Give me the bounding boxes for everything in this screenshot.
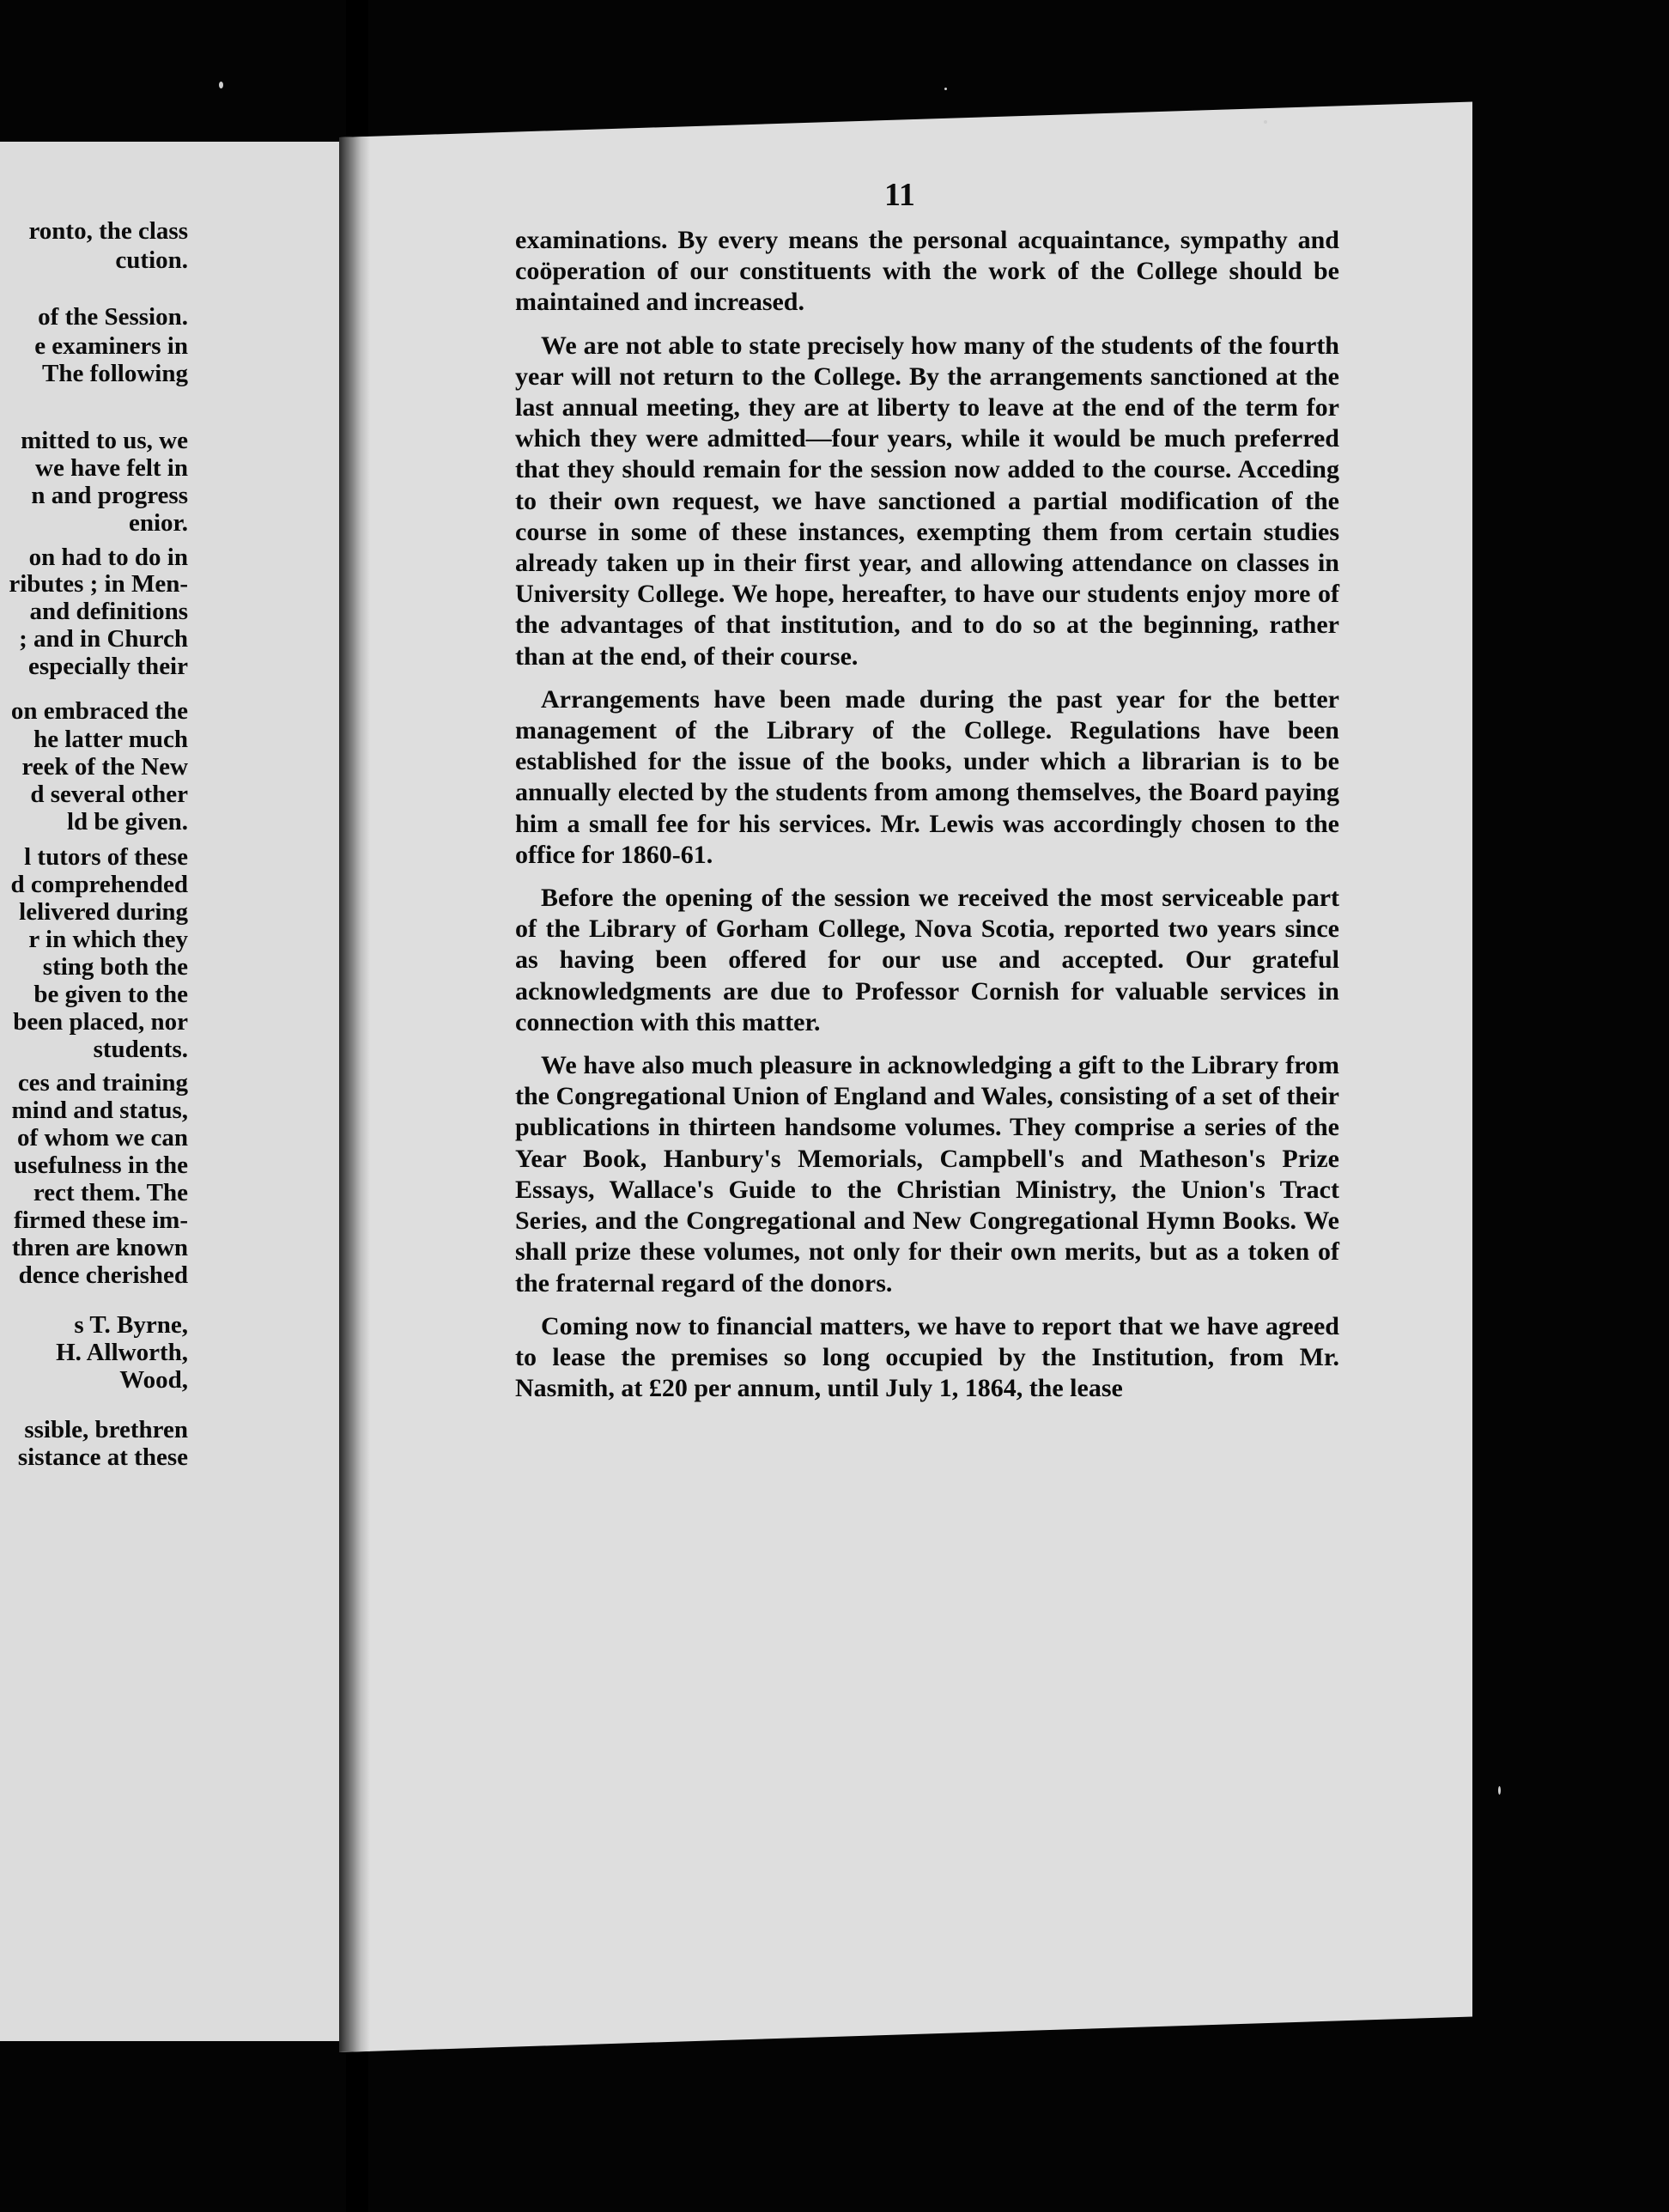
left-page-line: rect them. The: [33, 1179, 188, 1206]
left-page-line: n and progress: [31, 482, 188, 509]
left-page-line: e examiners in: [34, 332, 188, 360]
left-page-line: been placed, nor: [13, 1008, 188, 1036]
left-page-line: on embraced the: [10, 697, 188, 725]
left-page-line: he latter much: [33, 726, 188, 753]
left-page-line: The following: [42, 360, 188, 387]
paragraph: Coming now to financial matters, we have to report that we have agreed to lease the premises so long occupied by the Institution, from Mr. Nasmith, at £20 per annum, until July 1, 1864, the lease: [515, 1311, 1339, 1403]
left-page-line: d several other: [30, 781, 188, 808]
left-page-line: sting both the: [42, 953, 188, 981]
left-page-line: and definitions: [29, 598, 188, 625]
left-page-line: thren are known: [11, 1234, 188, 1261]
left-page-line: of the Session.: [38, 303, 188, 331]
left-page-line: on had to do in: [28, 544, 188, 571]
page-body: [515, 225, 1339, 1416]
left-page-line: H. Allworth,: [56, 1339, 188, 1366]
left-page-line: ces and training: [17, 1069, 188, 1097]
left-page-line: l tutors of these: [24, 843, 188, 871]
left-page-line: ributes ; in Men-: [9, 570, 188, 598]
left-page-line: reek of the New: [21, 753, 188, 781]
paragraph: We have also much pleasure in acknowledging a gift to the Library from the Congregational Union of England and Wales, consisting of a set of their publications in thirteen handsome volumes. They comprise a series of the Year Book, Hanbury's Memorials, Campbell's and Matheson's Prize Essays, Wallace's Guide to the Christian Ministry, the Union's Tract Series, and the Congregational and New Congregational Hymn Books. We shall prize these volumes, not only for their own merits, but as a token of the fraternal regard of the donors.: [515, 1051, 1339, 1297]
left-page-line: sistance at these: [17, 1443, 188, 1471]
left-page-line: ronto, the class: [28, 217, 188, 245]
left-page-line: Wood,: [119, 1366, 188, 1394]
left-page-line: s T. Byrne,: [74, 1311, 188, 1339]
left-page-line: be given to the: [33, 981, 188, 1008]
left-page-line: mitted to us, we: [21, 427, 188, 454]
left-page-line: d comprehended: [10, 871, 188, 898]
left-page-line: dence cherished: [18, 1261, 188, 1289]
paragraph: Before the opening of the session we received the most serviceable part of the Library of Gorham College, Nova Scotia, reported two years since as having been offered for our use and accepted. Our grateful acknowledgments are due to Professor Cornish for valuable services in connection with this matter.: [515, 884, 1339, 1036]
left-page-line: cution.: [115, 246, 188, 274]
left-page-line: we have felt in: [35, 454, 188, 482]
left-page: [0, 142, 346, 2041]
left-page-line: lelivered during: [19, 898, 188, 926]
page-edge-shadow: [339, 137, 370, 2052]
left-page-line: ; and in Church: [19, 625, 188, 653]
left-page-line: mind and status,: [11, 1097, 188, 1124]
left-page-line: r in which they: [28, 926, 188, 953]
left-page-line: ssible, brethren: [24, 1416, 188, 1443]
left-page-line: ld be given.: [67, 808, 188, 836]
left-page-line: especially their: [27, 653, 188, 680]
paragraph: Arrangements have been made during the past year for the better management of the Library of the College. Regulations have been established for the issue of the books, under which a librarian is to be annually elected by the students from among themselves, the Board paying him a small fee for his services. Mr. Lewis was accordingly chosen to the office for 1860-61.: [515, 684, 1339, 869]
paragraph: examinations. By every means the personal acquaintance, sympathy and coöperation of our constituents with the work of the College should be maintained and increased.: [515, 226, 1339, 317]
paragraph: We are not able to state precisely how many of the students of the fourth year will not return to the College. By the arrangements sanctioned at the last annual meeting, they are at liberty to leave at the end of the term for which they were admitted—four years, while it would be much preferred that they should remain for the session now added to the course. Acceding to their own request, we have sanctioned a partial modification of the course in some of these instances, exempting them from certain studies already taken up in their first year, and allowing attendance on classes in University College. We hope, hereafter, to have our students enjoy more of the advantages of that institution, and to do so at the beginning, rather than at the end, of their course.: [515, 331, 1339, 671]
left-page-line: usefulness in the: [13, 1152, 188, 1179]
left-page-line: firmed these im-: [14, 1206, 188, 1234]
left-page-line: of whom we can: [17, 1124, 188, 1152]
left-page-line: enior.: [128, 509, 188, 537]
page-number: 11: [884, 177, 915, 213]
left-page-line: students.: [93, 1036, 188, 1063]
